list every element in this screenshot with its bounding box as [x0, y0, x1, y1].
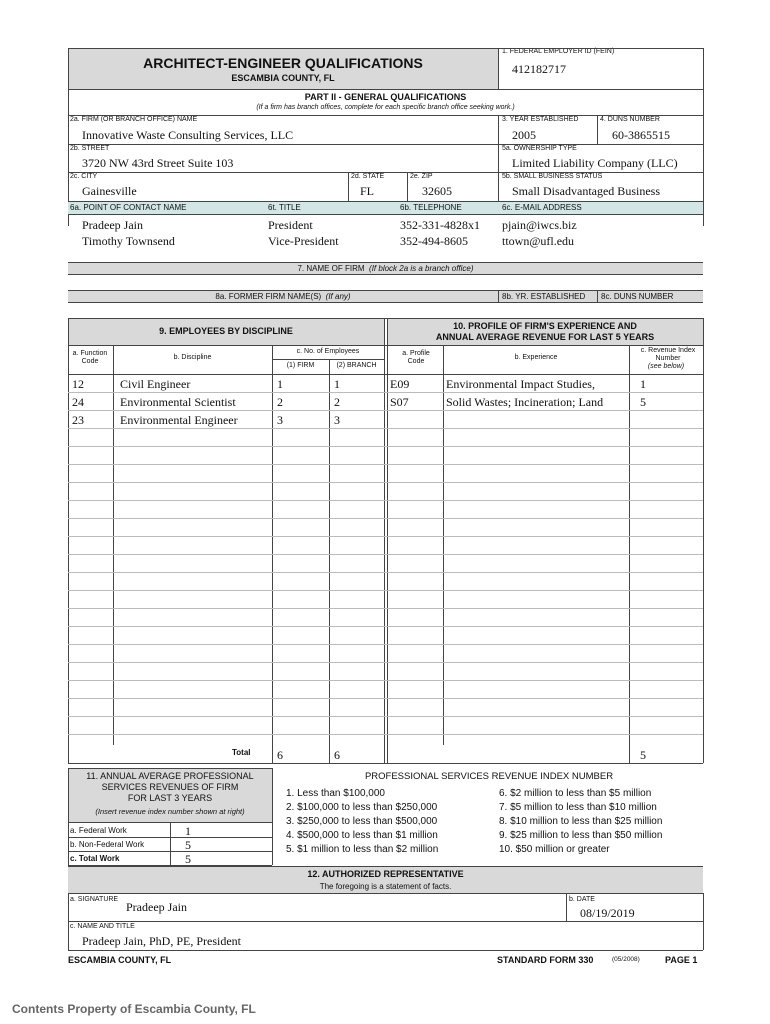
- table-row-line: [68, 446, 703, 447]
- duns-label: 4. DUNS NUMBER: [600, 116, 660, 123]
- fein-label: 1. FEDERAL EMPLOYER ID (FEIN): [502, 48, 615, 55]
- revenue-index-1[interactable]: 1: [640, 377, 646, 391]
- nonfederal-work-label: b. Non-Federal Work: [70, 840, 145, 849]
- firm-count-1[interactable]: 1: [277, 377, 283, 391]
- contact-name-header: 6a. POINT OF CONTACT NAME: [70, 203, 187, 212]
- discipline-header: b. Discipline: [173, 354, 212, 361]
- state-label: 2d. STATE: [351, 173, 385, 180]
- revenue-index-8-text: 8. $10 million to less than $25 million: [499, 816, 663, 827]
- zip-label: 2e. ZIP: [410, 173, 433, 180]
- revenue-title-1: 11. ANNUAL AVERAGE PROFESSIONAL: [86, 771, 254, 781]
- authorized-title: 12. AUTHORIZED REPRESENTATIVE: [307, 869, 464, 879]
- county-subtitle: ESCAMBIA COUNTY, FL: [231, 73, 335, 83]
- total-label: Total: [232, 748, 251, 757]
- revenue-note: (Insert revenue index number shown at right): [95, 807, 245, 816]
- street-field[interactable]: 3720 NW 43rd Street Suite 103: [82, 156, 234, 170]
- table-row-line: [68, 734, 703, 735]
- contact-email-2[interactable]: ttown@ufl.edu: [502, 234, 575, 248]
- federal-work-label: a. Federal Work: [70, 826, 127, 835]
- firm-count-2[interactable]: 2: [277, 395, 283, 409]
- contact-title-2[interactable]: Vice-President: [268, 234, 339, 248]
- total-revenue-index[interactable]: 5: [640, 748, 646, 762]
- table-row-line: [68, 392, 703, 393]
- total-work-label: c. Total Work: [70, 854, 120, 863]
- nonfederal-work-value[interactable]: 5: [185, 838, 191, 852]
- table-row-line: [68, 554, 703, 555]
- contact-name-2[interactable]: Timothy Townsend: [82, 234, 175, 248]
- table-row-line: [68, 482, 703, 483]
- duns-field[interactable]: 60-3865515: [612, 128, 670, 142]
- date-field[interactable]: 08/19/2019: [580, 906, 635, 920]
- table-row-line: [68, 644, 703, 645]
- firm-name-field[interactable]: Innovative Waste Consulting Services, LLC: [82, 128, 294, 142]
- firm-name-label: 2a. FIRM (OR BRANCH OFFICE) NAME: [70, 116, 198, 123]
- branch-count-3[interactable]: 3: [334, 413, 340, 427]
- table-row-line: [68, 590, 703, 591]
- revenue-index-title: PROFESSIONAL SERVICES REVENUE INDEX NUMBER: [364, 771, 614, 782]
- part-title: PART II - GENERAL QUALIFICATIONS: [304, 92, 467, 102]
- revenue-index-2-text: 2. $100,000 to less than $250,000: [286, 802, 438, 813]
- date-label: b. DATE: [569, 896, 595, 903]
- form-title: ARCHITECT-ENGINEER QUALIFICATIONS: [143, 55, 423, 71]
- revenue-index-header: c. Revenue Index Number: [640, 347, 696, 362]
- discipline-1[interactable]: Civil Engineer: [120, 377, 191, 391]
- table-row-line: [68, 464, 703, 465]
- experience-1[interactable]: Environmental Impact Studies,: [446, 377, 595, 391]
- profile-title-line2: ANNUAL AVERAGE REVENUE FOR LAST 5 YEARS: [435, 332, 655, 342]
- no-employees-header: c. No. of Employees: [296, 348, 360, 355]
- contact-email-1[interactable]: pjain@iwcs.biz: [502, 218, 577, 232]
- revenue-index-note: (see below): [647, 363, 685, 370]
- table-row-line: [68, 626, 703, 627]
- branch-count-1[interactable]: 1: [334, 377, 340, 391]
- contact-name-1[interactable]: Pradeep Jain: [82, 218, 143, 232]
- contact-email-header: 6c. E-MAIL ADDRESS: [502, 203, 582, 212]
- part-note: (If a firm has branch offices, complete for each specific branch office seeking work.): [256, 104, 515, 111]
- table-row-line: [68, 662, 703, 663]
- footer-form-date: (05/2008): [612, 956, 640, 963]
- fein-value[interactable]: 412182717: [512, 62, 566, 76]
- contact-phone-header: 6b. TELEPHONE: [400, 203, 462, 212]
- state-field[interactable]: FL: [360, 184, 375, 198]
- experience-2[interactable]: Solid Wastes; Incineration; Land: [446, 395, 604, 409]
- branch-count-2[interactable]: 2: [334, 395, 340, 409]
- table-row-line: [68, 698, 703, 699]
- branch-count-header: (2) BRANCH: [336, 362, 377, 369]
- signature-label: a. SIGNATURE: [70, 896, 119, 903]
- yr-established-label: 8b. YR. ESTABLISHED: [502, 292, 586, 301]
- revenue-title-3: FOR LAST 3 YEARS: [127, 793, 213, 803]
- year-established-label: 3. YEAR ESTABLISHED: [502, 116, 579, 123]
- name-title-label: c. NAME AND TITLE: [70, 923, 135, 930]
- table-row-line: [68, 716, 703, 717]
- discipline-2[interactable]: Environmental Scientist: [120, 395, 236, 409]
- table-row-line: [68, 680, 703, 681]
- contact-title-header: 6t. TITLE: [268, 203, 301, 212]
- duns-8c-label: 8c. DUNS NUMBER: [601, 292, 674, 301]
- authorized-subtitle: The foregoing is a statement of facts.: [319, 882, 452, 891]
- revenue-index-7-text: 7. $5 million to less than $10 million: [499, 802, 657, 813]
- firm-count-3[interactable]: 3: [277, 413, 283, 427]
- experience-header: b. Experience: [514, 354, 558, 361]
- section7-label: 7. NAME OF FIRM (If block 2a is a branch office): [297, 264, 474, 273]
- discipline-3[interactable]: Environmental Engineer: [120, 413, 238, 427]
- zip-field[interactable]: 32605: [422, 184, 452, 198]
- city-label: 2c. CITY: [70, 173, 98, 180]
- federal-work-value[interactable]: 1: [185, 824, 191, 838]
- year-established-field[interactable]: 2005: [512, 128, 536, 142]
- profile-code-1[interactable]: E09: [390, 377, 410, 391]
- contact-phone-2[interactable]: 352-494-8605: [400, 234, 468, 248]
- footer-property: Contents Property of Escambia County, FL: [12, 1002, 256, 1016]
- revenue-index-5-text: 5. $1 million to less than $2 million: [286, 844, 439, 855]
- table-row-line: [68, 608, 703, 609]
- footer-page: PAGE 1: [665, 955, 698, 965]
- revenue-title-2: SERVICES REVENUES OF FIRM: [101, 782, 239, 792]
- name-title-field[interactable]: Pradeep Jain, PhD, PE, President: [82, 934, 241, 948]
- footer-form-name: STANDARD FORM 330: [497, 955, 594, 965]
- city-field[interactable]: Gainesville: [82, 184, 137, 198]
- small-business-label: 5b. SMALL BUSINESS STATUS: [502, 173, 603, 180]
- former-firm-label: 8a. FORMER FIRM NAME(S) (If any): [215, 292, 351, 301]
- ownership-field[interactable]: Limited Liability Company (LLC): [512, 156, 678, 170]
- function-code-2[interactable]: 24: [72, 395, 84, 409]
- function-code-3[interactable]: 23: [72, 413, 84, 427]
- total-branch[interactable]: 6: [334, 748, 340, 762]
- contact-title-1[interactable]: President: [268, 218, 313, 232]
- small-business-field[interactable]: Small Disadvantaged Business: [512, 184, 660, 198]
- table-row-line: [68, 428, 703, 429]
- signature-field[interactable]: Pradeep Jain: [126, 900, 187, 914]
- table-row-line: [68, 518, 703, 519]
- revenue-index-4-text: 4. $500,000 to less than $1 million: [286, 830, 438, 841]
- total-firm[interactable]: 6: [277, 748, 283, 762]
- total-work-value[interactable]: 5: [185, 852, 191, 866]
- table-row-line: [68, 500, 703, 501]
- profile-title-line1: 10. PROFILE OF FIRM'S EXPERIENCE AND: [453, 321, 637, 331]
- revenue-index-10-text: 10. $50 million or greater: [499, 844, 610, 855]
- function-code-1[interactable]: 12: [72, 377, 84, 391]
- table-row-line: [68, 536, 703, 537]
- revenue-index-1-text: 1. Less than $100,000: [286, 788, 385, 799]
- contact-phone-1[interactable]: 352-331-4828x1: [400, 218, 480, 232]
- street-label: 2b. STREET: [70, 145, 110, 152]
- ownership-label: 5a. OWNERSHIP TYPE: [502, 145, 577, 152]
- revenue-index-9-text: 9. $25 million to less than $50 million: [499, 830, 663, 841]
- employees-title: 9. EMPLOYEES BY DISCIPLINE: [159, 326, 293, 336]
- revenue-index-6-text: 6. $2 million to less than $5 million: [499, 788, 652, 799]
- table-row-line: [68, 410, 703, 411]
- revenue-index-2[interactable]: 5: [640, 395, 646, 409]
- profile-code-header: a. Profile Code: [402, 350, 430, 365]
- profile-code-2[interactable]: S07: [390, 395, 409, 409]
- table-row-line: [68, 572, 703, 573]
- footer-county: ESCAMBIA COUNTY, FL: [68, 955, 172, 965]
- function-code-header: a. Function Code: [72, 350, 108, 365]
- revenue-index-3-text: 3. $250,000 to less than $500,000: [286, 816, 438, 827]
- firm-count-header: (1) FIRM: [286, 362, 315, 369]
